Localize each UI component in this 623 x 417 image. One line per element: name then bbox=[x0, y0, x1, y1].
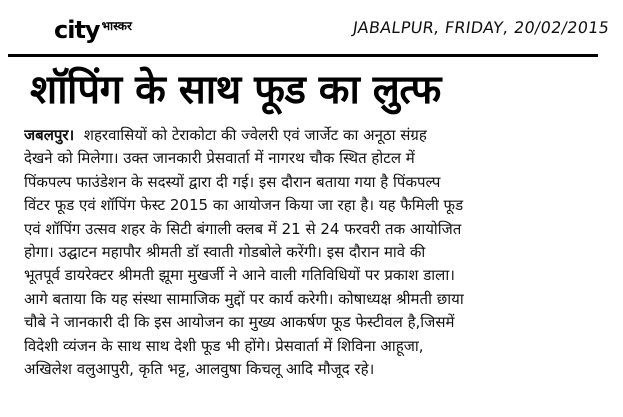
logo-city-text: city bbox=[54, 16, 100, 44]
logo-bhaskar-text: भास्कर bbox=[101, 19, 132, 33]
article-line: आगे बताया कि यह संस्था सामाजिक मुद्दों पर कार्य करेगी। कोषाध्यक्ष श्रीमती छाया bbox=[24, 289, 464, 308]
city-bhaskar-logo bbox=[54, 8, 132, 42]
article-line bbox=[24, 124, 610, 147]
article-line-text: शहरवासियों को टेराकोटा की ज्वेलरी एवं जार्जेट का अनूठा संग्रह bbox=[83, 126, 427, 144]
article-line: होगा। उद्घाटन महापौर श्रीमती डॉ स्वाती गोडबोले करेंगी। इस दौरान मावे की bbox=[24, 242, 426, 261]
article-body bbox=[24, 124, 610, 381]
article-line: देखने को मिलेगा। उक्त जानकारी प्रेसवार्ता में नागरथ चौक स्थित होटल में bbox=[24, 149, 415, 168]
article-line: विदेशी व्यंजन के साथ साथ देशी फूड भी होंगे। प्रेसवार्ता में शिविना आहूजा, bbox=[24, 336, 424, 355]
header-rule bbox=[8, 54, 598, 57]
article-line: पिंकपल्प फाउंडेशन के सदस्यों द्वारा दी गई। इस दौरान बताया गया है पिंकपल्प bbox=[24, 172, 441, 191]
article-line: एवं शॉपिंग उत्सव शहर के सिटी बंगाली क्लब में 21 से 24 फरवरी तक आयोजित bbox=[24, 219, 462, 238]
article-line: भूतपूर्व डायरेक्टर श्रीमती झूमा मुखर्जी ने आने वाली गतिविधियों पर प्रकाश डाला। bbox=[24, 266, 455, 285]
headline: शॉपिंग के साथ फूड का लुत्फ bbox=[30, 67, 441, 113]
article-line: विंटर फूड एवं शॉपिंग फेस्ट 2015 का आयोजन किया जा रहा है। यह फैमिली फूड bbox=[24, 196, 464, 215]
article-line: अखिलेश वलुआपुरी, कृति भट्ट, आलवुषा किचलू आदि मौजूद रहे। bbox=[24, 359, 375, 378]
edition-dateline: JABALPUR, FRIDAY, 20/02/2015 bbox=[351, 18, 611, 37]
masthead bbox=[40, 6, 615, 46]
article-line: चौबे ने जानकारी दी कि इस आयोजन का मुख्य आकर्षण फूड फेस्टीवल है,जिसमें bbox=[24, 313, 455, 332]
dateline-city: जबलपुर। bbox=[24, 126, 75, 144]
